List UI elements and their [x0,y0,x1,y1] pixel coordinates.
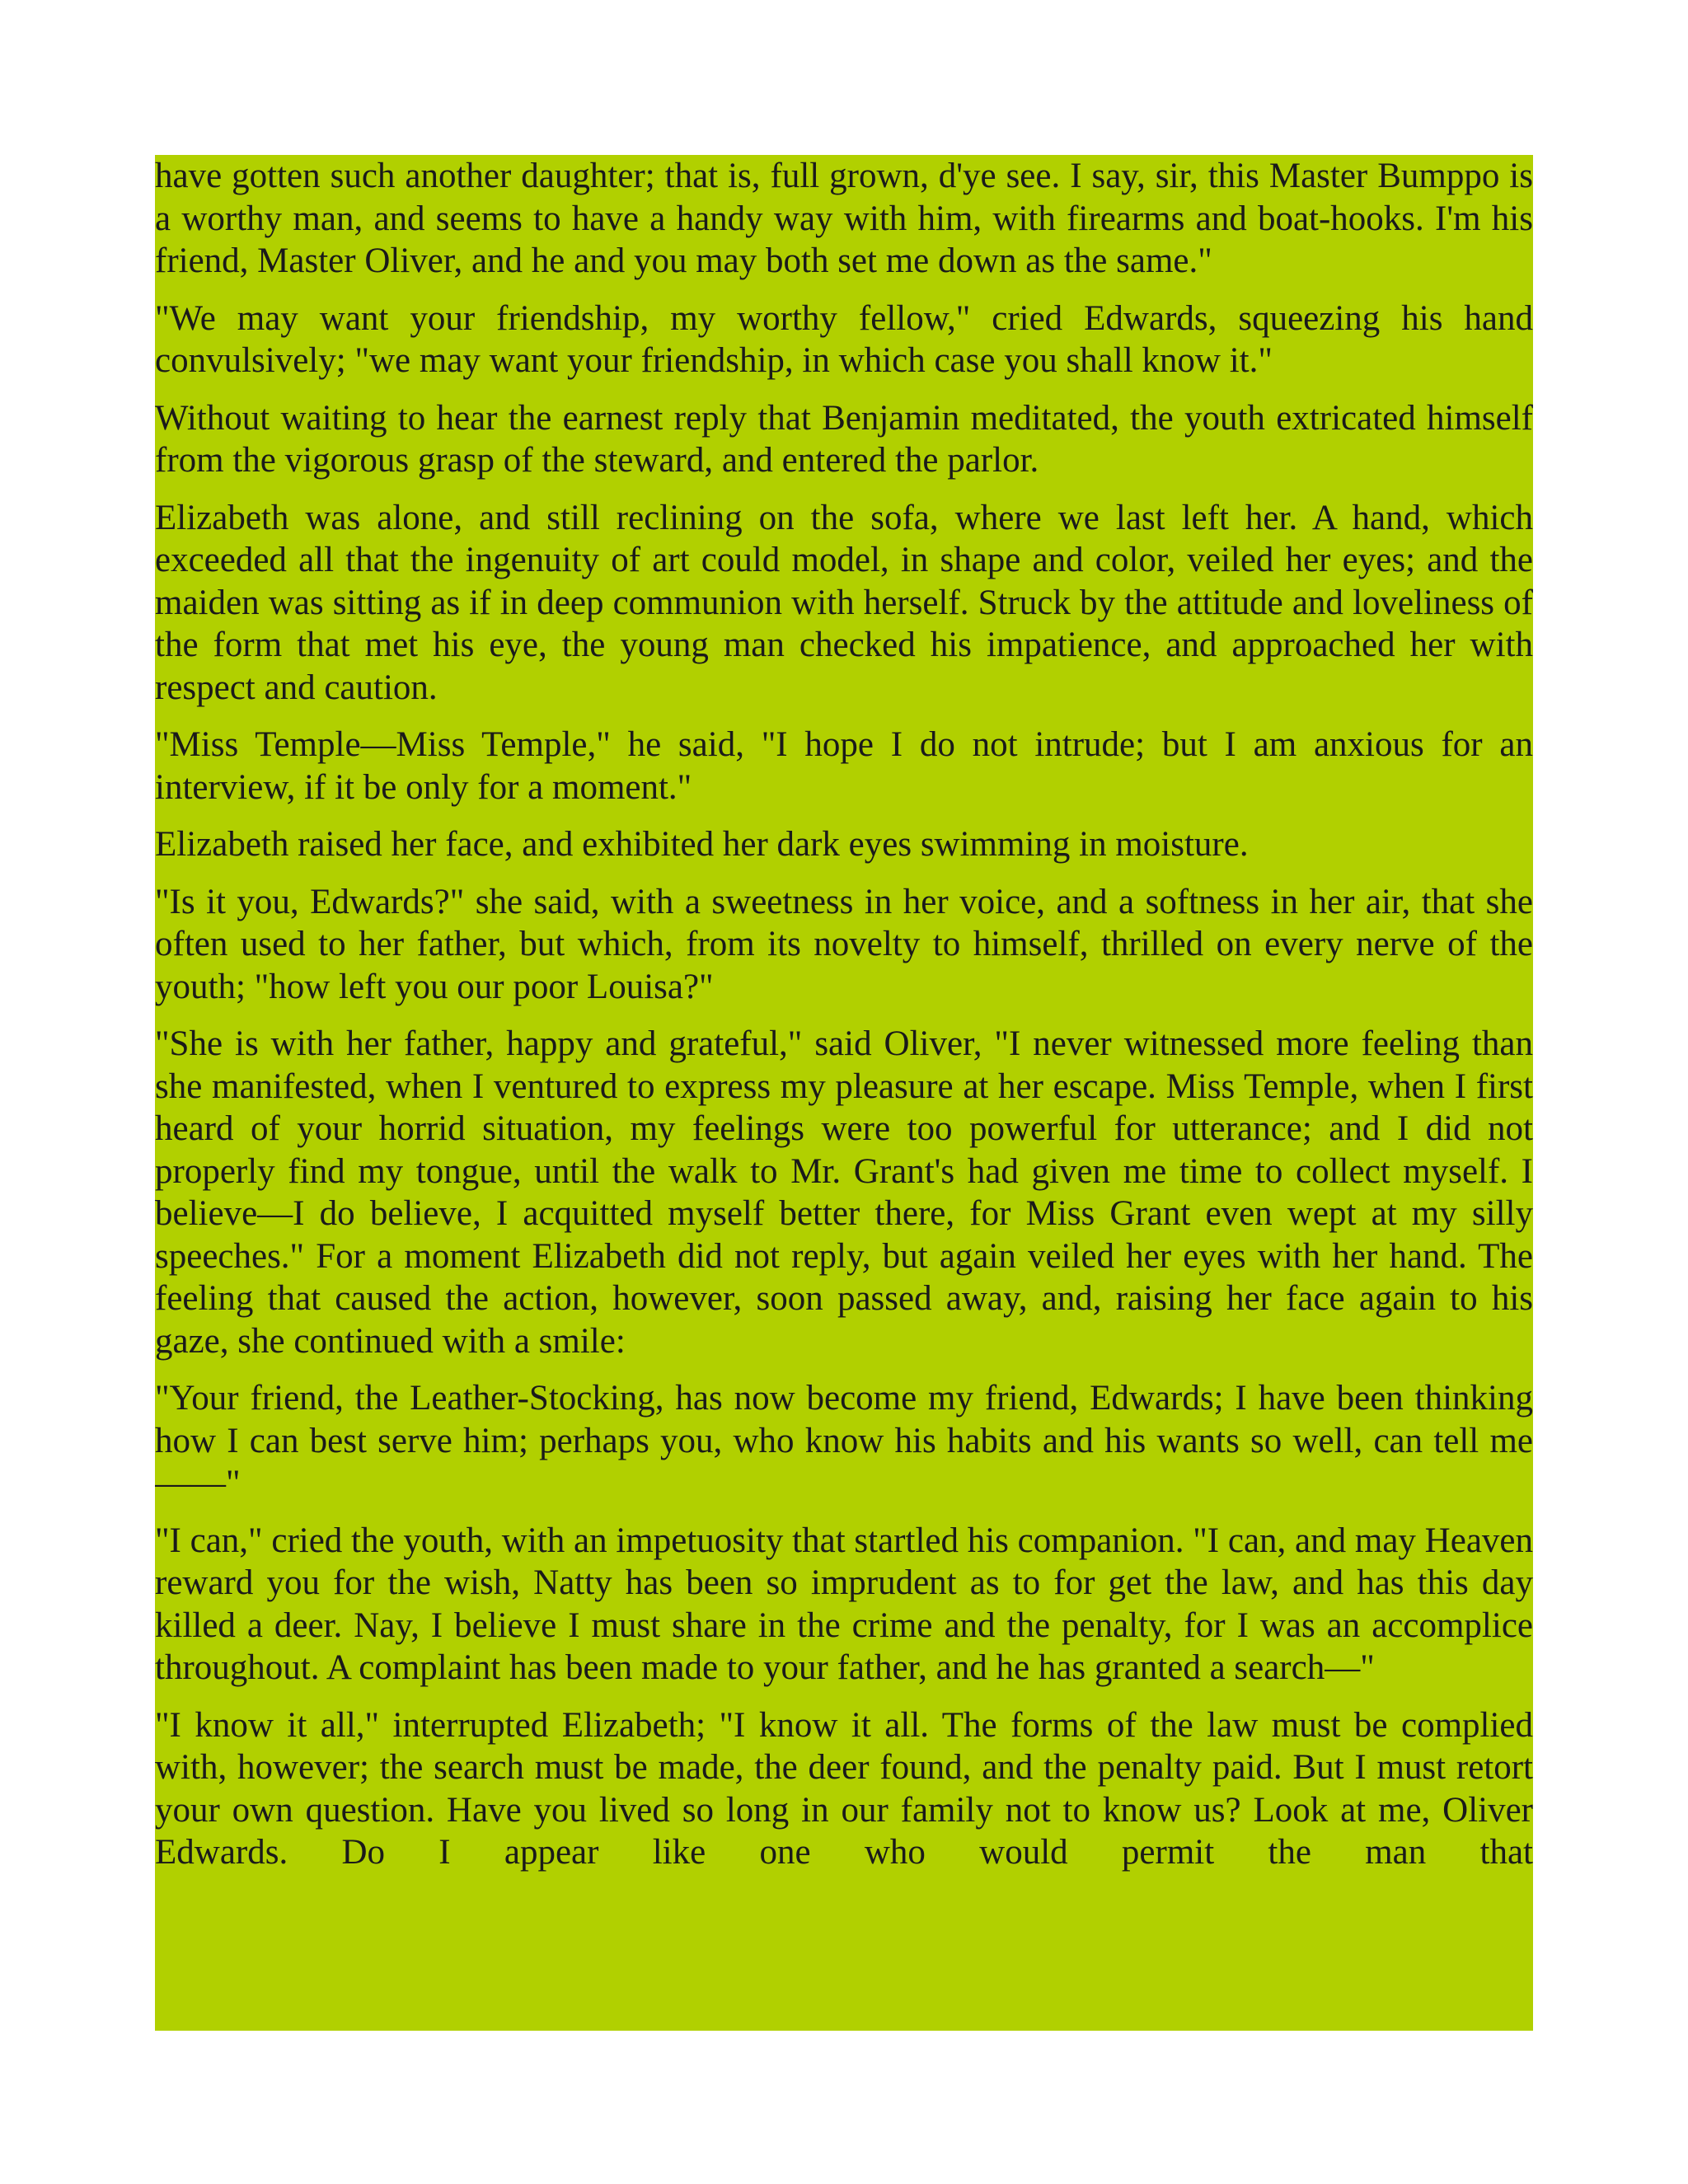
paragraph-4: Elizabeth was alone, and still reclining on the sofa, where we last left her. A hand, which exceeded all that the ingenuity of art could model, in shape and color, veiled her eyes; and the maiden was sitting as if in deep communion with herself. Struck by the attitude and loveliness of the form that met his eye, the young man checked his impatience, and approached her with respect and caution. [155,498,1533,707]
paragraph-7: "Is it you, Edwards?" she said, with a sweetness in her voice, and a softness in her air, that she often used to her father, but which, from its novelty to himself, thrilled on every nerve of the youth; "how left you our poor Louisa?" [155,882,1533,1006]
paragraph-10: "I can," cried the youth, with an impetuosity that startled his companion. "I can, and may Heaven reward you for the wish, Natty has been so imprudent as to for get the law, and has this day killed a deer. Nay, I believe I must share in the crime and the penalty, for I was an accomplice throughout. A complaint has been made to your father, and he has granted a search—" [155,1521,1533,1687]
paragraph-6: Elizabeth raised her face, and exhibited her dark eyes swimming in moisture. [155,825,1249,864]
highlighted-text-block [155,155,1533,2031]
paragraph-8: "She is with her father, happy and grateful," said Oliver, "I never witnessed more feeling than she manifested, when I ventured to express my pleasure at her escape. Miss Temple, when I first heard of your horrid situation, my feelings were too powerful for utterance; and I did not properly find my tongue, until the walk to Mr. Grant's had given me time to collect myself. I believe—I do believe, I acquitted myself better there, for Miss Grant even wept at my silly speeches." For a moment Elizabeth did not reply, but again veiled her eyes with her hand. The feeling that caused the action, however, soon passed away, and, raising her face again to his gaze, she continued with a smile: [155,1024,1533,1361]
paragraph-1: have gotten such another daughter; that is, full grown, d'ye see. I say, sir, this Master Bumppo is a worthy man, and seems to have a handy way with him, with firearms and boat-hooks. I'm his friend, Master Oliver, and he and you may both set me down as the same." [155,157,1533,280]
paragraph-2: "We may want your friendship, my worthy fellow," cried Edwards, squeezing his hand convulsively; "we may want your friendship, in which case you shall know it." [155,298,1533,380]
paragraph-9: "Your friend, the Leather-Stocking, has now become my friend, Edwards; I have been thinking how I can best serve him; perhaps you, who know his habits and his wants so well, can tell me——" [155,1379,1533,1502]
paragraph-5: "Miss Temple—Miss Temple," he said, "I hope I do not intrude; but I am anxious for an interview, if it be only for a moment." [155,725,1533,807]
paragraph-11: "I know it all," interrupted Elizabeth; "I know it all. The forms of the law must be complied with, however; the search must be made, the deer found, and the penalty paid. But I must retort your own question. Have you lived so long in our family not to know us? Look at me, Oliver Edwards. Do I appear like one who would permit the man that [155,1705,1533,1872]
paragraph-3: Without waiting to hear the earnest reply that Benjamin meditated, the youth extricated himself from the vigorous grasp of the steward, and entered the parlor. [155,398,1533,480]
